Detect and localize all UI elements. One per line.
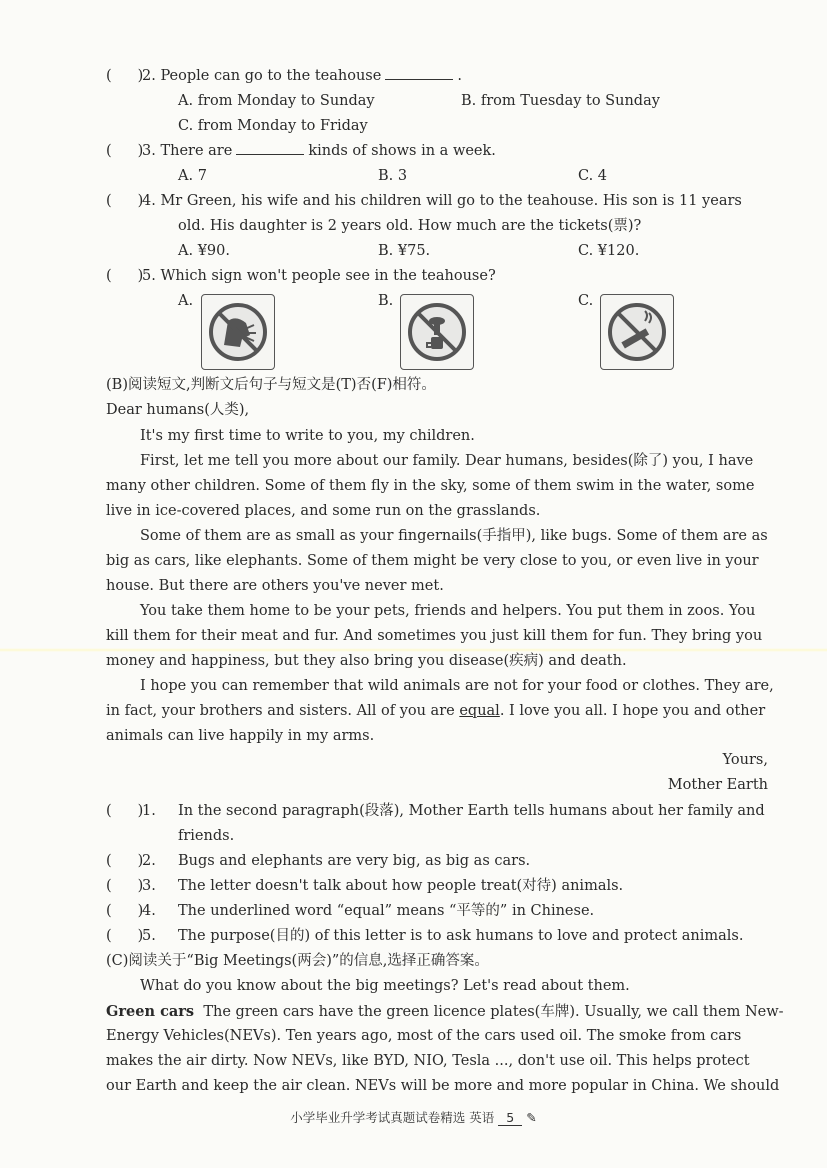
answer-paren: ( ) [106, 878, 144, 894]
salutation: Dear humans(人类), [106, 402, 250, 418]
question-2: ( )2. People can go to the teahouse . [106, 64, 768, 89]
paragraph-2-line: live in ice-covered places, and some run on the grasslands. [106, 503, 541, 519]
option-a: A. 7 [178, 168, 207, 184]
paragraph-5-line: in fact, your brothers and sisters. All of you are equal. I love you all. I hope you and other [106, 703, 766, 719]
part-c-line: our Earth and keep the air clean. NEVs will be more and more popular in China. We should [106, 1078, 780, 1094]
option-c: C. from Monday to Friday [178, 118, 368, 134]
paragraph-1: It's my first time to write to you, my children. [140, 428, 475, 444]
question-number: 4. [142, 903, 156, 919]
paragraph-4-line: kill them for their meat and fur. And sometimes you just kill them for fun. They bring you [106, 628, 763, 644]
paragraph-2-line: First, let me tell you more about our family. Dear humans, besides(除了) you, I have [140, 453, 754, 469]
question-5: ( )5. Which sign won't people see in the teahouse? [106, 264, 768, 289]
option-a: A. ¥90. [178, 243, 230, 259]
no-drinking-sign-icon [400, 294, 474, 370]
part-c-intro: What do you know about the big meetings? Let's read about them. [140, 978, 630, 994]
part-c-line: Energy Vehicles(NEVs). Ten years ago, most of the cars used oil. The smoke from cars [106, 1028, 742, 1044]
pencil-icon: ✎ [522, 1110, 537, 1125]
answer-blank [385, 65, 453, 80]
paragraph-3-line: big as cars, like elephants. Some of them might be very close to you, or even live in your [106, 553, 759, 569]
question-4-line2: old. His daughter is 2 years old. How much are the tickets(票)? [178, 218, 642, 234]
paragraph-5-line: animals can live happily in my arms. [106, 728, 375, 744]
page-number: 5 [498, 1110, 522, 1126]
page-footer [0, 1108, 827, 1126]
answer-paren: ( ) [106, 68, 144, 84]
underlined-word: equal [459, 703, 500, 719]
question-number: 3. [142, 143, 156, 159]
closing: Yours, [722, 752, 768, 768]
signature: Mother Earth [667, 777, 768, 793]
option-a: A. from Monday to Sunday [178, 93, 375, 109]
answer-paren: ( ) [106, 903, 144, 919]
option-b: B. from Tuesday to Sunday [461, 93, 660, 109]
part-c-instruction: (C)阅读关于“Big Meetings(两会)”的信息,选择正确答案。 [106, 953, 489, 969]
answer-paren: ( ) [106, 143, 144, 159]
no-eating-sign-icon [201, 294, 275, 370]
tf-question-3: ( )3. The letter doesn't talk about how people treat(对待) animals. [106, 874, 768, 899]
part-c-line: Green cars The green cars have the green licence plates(车牌). Usually, we call them New- [106, 1003, 784, 1020]
question-number: 5. [142, 928, 156, 944]
footer-title: 小学毕业升学考试真题试卷精选 英语 [290, 1110, 495, 1125]
question-number: 3. [142, 878, 156, 894]
question-3: ( )3. There are kinds of shows in a week. [106, 139, 768, 164]
question-stem: People can go to the teahouse [160, 68, 382, 84]
answer-paren: ( ) [106, 803, 144, 819]
section-heading: Green cars [106, 1003, 195, 1020]
tf-question-4: ( )4. The underlined word “equal” means “平等的” in Chinese. [106, 899, 768, 924]
tf-question-1-line2: friends. [178, 828, 235, 844]
question-4: ( )4. Mr Green, his wife and his children will go to the teahouse. His son is 11 years [106, 189, 768, 214]
question-number: 2. [142, 68, 156, 84]
part-c-line: makes the air dirty. Now NEVs, like BYD, NIO, Tesla ..., don't use oil. This helps protect [106, 1053, 750, 1069]
tf-question-2: ( )2. Bugs and elephants are very big, as big as cars. [106, 849, 768, 874]
option-c: C. 4 [578, 168, 608, 184]
question-number: 4. [142, 193, 156, 209]
question-number: 2. [142, 853, 156, 869]
no-smoking-sign-icon [600, 294, 674, 370]
answer-paren: ( ) [106, 853, 144, 869]
answer-paren: ( ) [106, 193, 144, 209]
option-a: A. [178, 293, 194, 309]
answer-paren: ( ) [106, 928, 144, 944]
tf-question-5: ( )5. The purpose(目的) of this letter is to ask humans to love and protect animals. [106, 924, 768, 949]
paragraph-3-line: Some of them are as small as your fingernails(手指甲), like bugs. Some of them are as [140, 528, 768, 544]
paragraph-2-line: many other children. Some of them fly in the sky, some of them swim in the water, some [106, 478, 755, 494]
option-c: C. [578, 293, 594, 309]
paragraph-5-line: I hope you can remember that wild animals are not for your food or clothes. They are, [140, 678, 774, 694]
option-b: B. [378, 293, 394, 309]
answer-blank [236, 140, 304, 155]
paragraph-4-line: You take them home to be your pets, friends and helpers. You put them in zoos. You [140, 603, 756, 619]
question-number: 5. [142, 268, 156, 284]
option-b: B. 3 [378, 168, 408, 184]
paragraph-3-line: house. But there are others you've never met. [106, 578, 444, 594]
option-c: C. ¥120. [578, 243, 640, 259]
paragraph-4-line: money and happiness, but they also bring you disease(疾病) and death. [106, 653, 627, 669]
part-b-instruction: (B)阅读短文,判断文后句子与短文是(T)否(F)相符。 [106, 377, 436, 393]
question-number: 1. [142, 803, 156, 819]
option-b: B. ¥75. [378, 243, 431, 259]
answer-paren: ( ) [106, 268, 144, 284]
tf-question-1: ( )1. In the second paragraph(段落), Mother Earth tells humans about her family and [106, 799, 768, 824]
